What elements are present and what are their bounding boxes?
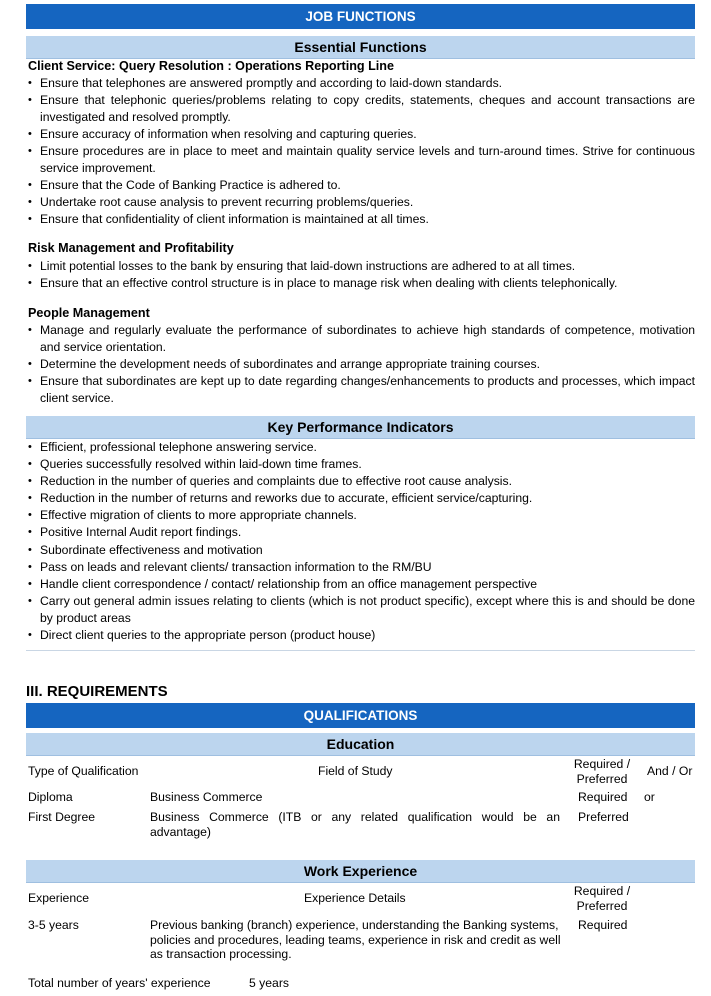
people-title: People Management bbox=[28, 306, 150, 320]
list-item: • Carry out general admin issues relating to clients (which is not product specific), except where this is and should be done by product areas bbox=[26, 593, 695, 627]
list-item: • Manage and regularly evaluate the performance of subordinates to achieve high standards of competence, motivation and service orientation. bbox=[26, 322, 695, 356]
list-item: • Limit potential losses to the bank by ensuring that laid-down instructions are adhered to at all times. bbox=[26, 258, 695, 275]
edu-row1-type: Diploma bbox=[28, 790, 73, 804]
list-item: • Reduction in the number of queries and complaints due to effective root cause analysis. bbox=[26, 473, 695, 490]
exp-col-experience: Experience bbox=[28, 891, 89, 905]
edu-col-field: Field of Study bbox=[318, 764, 393, 778]
list-item: • Efficient, professional telephone answering service. bbox=[26, 439, 695, 456]
list-item: • Ensure that confidentiality of client information is maintained at all times. bbox=[26, 211, 695, 228]
edu-col-andor: And / Or bbox=[647, 764, 693, 778]
job-functions-banner: JOB FUNCTIONS bbox=[26, 4, 695, 29]
edu-col-required bbox=[560, 757, 644, 786]
list-item: • Ensure that subordinates are kept up to date regarding changes/enhancements to products and processes, which impact client service. bbox=[26, 373, 695, 407]
edu-col-required-line1: Required / bbox=[573, 757, 631, 771]
list-item: • Ensure accuracy of information when resolving and capturing queries. bbox=[26, 126, 695, 143]
exp-col-details: Experience Details bbox=[304, 891, 406, 905]
list-item: • Effective migration of clients to more appropriate channels. bbox=[26, 507, 695, 524]
edu-row2-required: Preferred bbox=[578, 810, 629, 824]
requirements-heading: III. REQUIREMENTS bbox=[26, 683, 168, 700]
kpi-header: Key Performance Indicators bbox=[26, 416, 695, 439]
exp-col-required-line2: Preferred bbox=[576, 898, 628, 913]
people-list bbox=[26, 322, 695, 407]
list-item: • Undertake root cause analysis to prevent recurring problems/queries. bbox=[26, 194, 695, 211]
list-item: • Direct client queries to the appropriate person (product house) bbox=[26, 627, 695, 644]
edu-row2-type: First Degree bbox=[28, 810, 96, 824]
risk-list bbox=[26, 258, 695, 292]
client-service-title: Client Service: Query Resolution : Operations Reporting Line bbox=[28, 59, 394, 73]
qualifications-banner: QUALIFICATIONS bbox=[26, 703, 695, 728]
list-item: • Determine the development needs of subordinates and arrange appropriate training courses. bbox=[26, 356, 695, 373]
edu-row1-required: Required bbox=[578, 790, 628, 804]
total-experience-value: 5 years bbox=[249, 976, 289, 990]
essential-functions-header: Essential Functions bbox=[26, 36, 695, 59]
risk-title: Risk Management and Profitability bbox=[28, 241, 234, 255]
work-experience-header: Work Experience bbox=[26, 860, 695, 883]
exp-row1-details: Previous banking (branch) experience, understanding the Banking systems, policies and procedures, leading teams, experience in risk and credit as well as transaction processing. bbox=[150, 918, 561, 961]
list-item: • Ensure that telephones are answered promptly and according to laid-down standards. bbox=[26, 75, 695, 92]
exp-col-required-line1: Required / bbox=[573, 884, 631, 898]
edu-row1-field: Business Commerce bbox=[150, 790, 263, 804]
list-item: • Positive Internal Audit report findings. bbox=[26, 524, 695, 541]
education-header: Education bbox=[26, 733, 695, 756]
list-item: • Handle client correspondence / contact/ relationship from an office management perspective bbox=[26, 576, 695, 593]
list-item: • Reduction in the number of returns and reworks due to accurate, efficient service/capturing. bbox=[26, 490, 695, 507]
exp-row1-required: Required bbox=[578, 918, 628, 932]
client-service-list bbox=[26, 75, 695, 228]
exp-col-required bbox=[560, 884, 644, 913]
list-item: • Pass on leads and relevant clients/ transaction information to the RM/BU bbox=[26, 559, 695, 576]
list-item: • Ensure that an effective control structure is in place to manage risk when dealing with clients telephonically. bbox=[26, 275, 695, 292]
list-item: • Ensure that telephonic queries/problems relating to copy credits, statements, cheques and account transactions are investigated and resolved promptly. bbox=[26, 92, 695, 126]
list-item: • Queries successfully resolved within laid-down time frames. bbox=[26, 456, 695, 473]
edu-row2-field: Business Commerce (ITB or any related qualification would be an advantage) bbox=[150, 810, 560, 839]
kpi-list bbox=[26, 439, 695, 644]
edu-col-required-line2: Preferred bbox=[576, 771, 628, 786]
edu-col-type: Type of Qualification bbox=[28, 764, 139, 778]
edu-row1-andor: or bbox=[644, 790, 655, 804]
list-item: • Ensure that the Code of Banking Practice is adhered to. bbox=[26, 177, 695, 194]
list-item: • Subordinate effectiveness and motivation bbox=[26, 542, 695, 559]
section-divider bbox=[26, 650, 695, 651]
list-item: • Ensure procedures are in place to meet and maintain quality service levels and turn-around times. Strive for continuous service improvement. bbox=[26, 143, 695, 177]
total-experience-label: Total number of years' experience bbox=[28, 976, 211, 990]
exp-row1-experience: 3-5 years bbox=[28, 918, 79, 932]
